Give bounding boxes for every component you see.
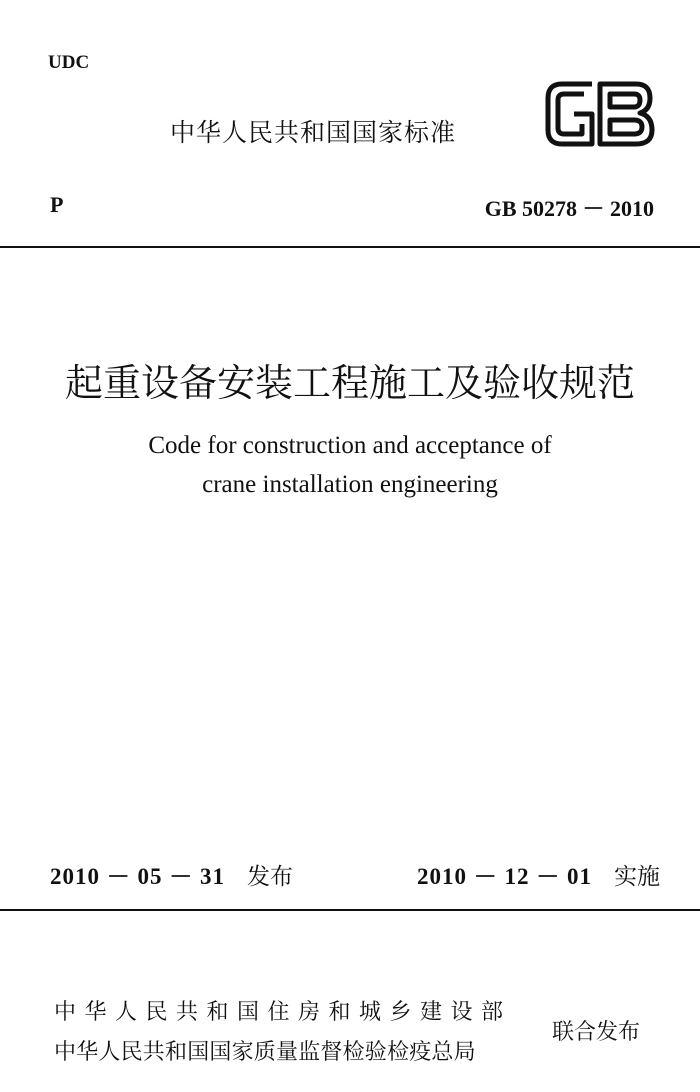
udc-label: UDC: [48, 52, 90, 73]
standard-number: GB 50278 － 2010: [484, 196, 654, 221]
implement-label: 实施: [614, 864, 660, 890]
title-english-line2: crane installation engineering: [202, 471, 498, 498]
issuer-aqsiq: 中华人民共和国国家质量监督检验检疫总局: [54, 1040, 476, 1065]
title-english-line1: Code for construction and acceptance of: [148, 432, 552, 459]
gb-logo-icon: [540, 74, 658, 154]
implement-date: 2010 － 12 － 01: [417, 864, 592, 889]
top-divider: [0, 246, 700, 248]
standard-type: 中华人民共和国国家标准: [170, 118, 457, 147]
classification-code: P: [50, 192, 64, 217]
issuer-ministry: 中华人民共和国住房和城乡建设部: [54, 1000, 512, 1025]
title-chinese: 起重设备安装工程施工及验收规范: [64, 361, 635, 405]
issue-label: 发布: [247, 864, 293, 890]
issue-date-block: [50, 858, 293, 891]
issue-date: 2010 － 05 － 31: [50, 864, 225, 889]
joint-issue-label: 联合发布: [552, 1020, 641, 1045]
bottom-divider: [0, 909, 700, 911]
implement-date-block: [417, 858, 660, 891]
